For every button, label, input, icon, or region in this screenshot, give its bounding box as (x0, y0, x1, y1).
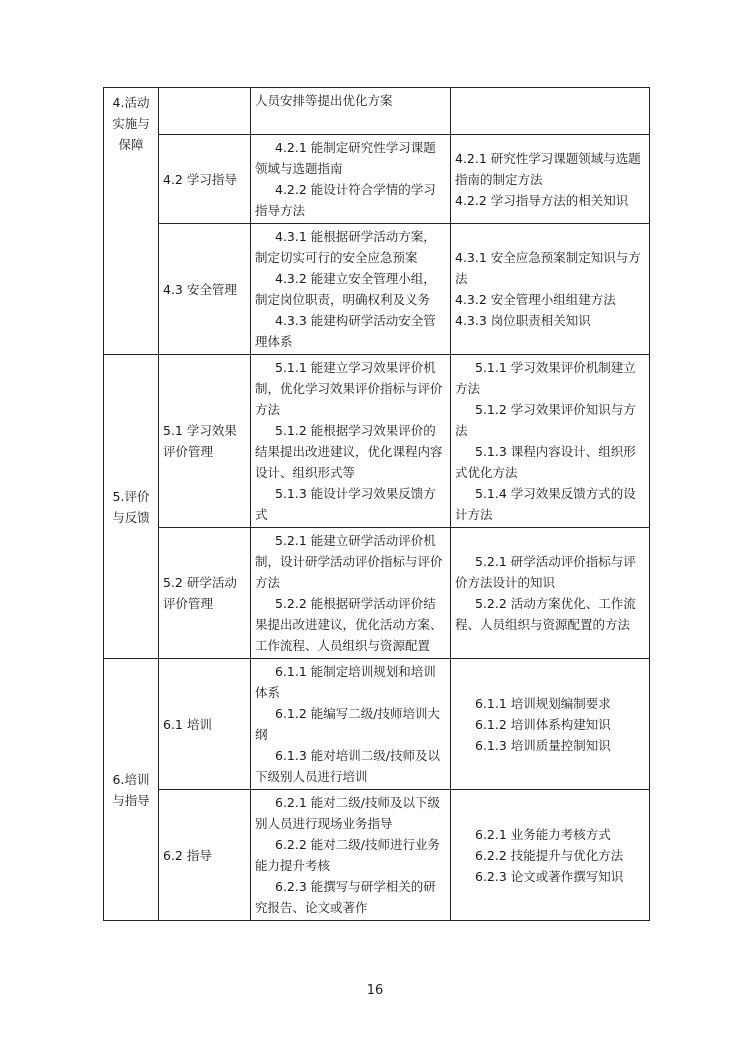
ability-item: 6.1.2 能编写二级/技师培训大纲 (255, 706, 440, 742)
knowledge-cell (451, 135, 650, 224)
ability-item: 5.1.3 能设计学习效果反馈方式 (255, 486, 436, 522)
knowledge-cell (451, 659, 650, 790)
standards-table (103, 87, 650, 921)
ability-item: 4.3.2 能建立安全管理小组，制定岗位职责，明确权利及义务 (255, 271, 436, 307)
knowledge-cell (451, 224, 650, 355)
ability-item: 4.3.3 能建构研学活动安全管理体系 (255, 313, 436, 349)
knowledge-item: 5.2.2 活动方案优化、工作流程、人员组织与资源配置的方法 (455, 596, 636, 632)
ability-cell (251, 224, 451, 355)
page-number: 16 (366, 983, 384, 998)
ability-item: 4.2.2 能设计符合学情的学习指导方法 (255, 182, 436, 218)
knowledge-item: 6.1.3 培训质量控制知识 (475, 737, 611, 753)
subcategory-cell: 5.2 研学活动评价管理 (159, 528, 251, 659)
ability-item: 人员安排等提出优化方案 (255, 93, 393, 108)
ability-item: 5.1.1 能建立学习效果评价机制，优化学习效果评价指标与评价方法 (255, 360, 443, 417)
ability-cell (251, 355, 451, 528)
knowledge-item: 4.2.1 研究性学习课题领域与选题指南的制定方法 (455, 150, 641, 187)
subcategory-cell: 5.1 学习效果评价管理 (159, 355, 251, 528)
ability-item: 6.2.1 能对二级/技师及以下级别人员进行现场业务指导 (255, 795, 440, 831)
ability-item: 4.2.1 能制定研究性学习课题领域与选题指南 (255, 140, 436, 176)
table-row (104, 659, 650, 790)
ability-item: 6.1.1 能制定培训规划和培训体系 (255, 664, 436, 700)
ability-item: 5.2.1 能建立研学活动评价机制，设计研学活动评价指标与评价方法 (255, 533, 443, 590)
subcategory-cell (159, 88, 251, 135)
category-cell: 6.培训与指导 (104, 659, 159, 921)
ability-item: 5.1.2 能根据学习效果评价的结果提出改进建议，优化课程内容设计、组织形式等 (255, 423, 443, 480)
ability-item: 5.2.2 能根据研学活动评价结果提出改进建议，优化活动方案、工作流程、人员组织与资源配置 (255, 596, 443, 653)
ability-item: 6.2.2 能对二级/技师进行业务能力提升考核 (255, 837, 440, 873)
table-row (104, 224, 650, 355)
ability-item: 6.2.3 能撰写与研学相关的研究报告、论文或著作 (255, 879, 436, 915)
knowledge-cell (451, 790, 650, 921)
subcategory-cell: 4.2 学习指导 (159, 135, 251, 224)
category-cell: 4.活动实施与保障 (104, 88, 159, 355)
table-row (104, 790, 650, 921)
knowledge-item: 4.3.2 安全管理小组组建方法 (455, 292, 616, 307)
ability-item: 4.3.1 能根据研学活动方案，制定切实可行的安全应急预案 (255, 229, 436, 265)
subcategory-cell: 4.3 安全管理 (159, 224, 251, 355)
knowledge-item: 4.2.2 学习指导方法的相关知识 (455, 192, 629, 208)
knowledge-item: 6.1.2 培训体系构建知识 (475, 716, 611, 732)
table-row (104, 528, 650, 659)
knowledge-item: 4.3.3 岗位职责相关知识 (455, 313, 591, 328)
ability-cell (251, 790, 451, 921)
knowledge-item: 6.2.2 技能提升与优化方法 (475, 847, 624, 863)
knowledge-item: 5.1.1 学习效果评价机制建立方法 (455, 360, 636, 396)
subcategory-cell: 6.2 指导 (159, 790, 251, 921)
knowledge-cell (451, 528, 650, 659)
knowledge-item: 5.1.4 学习效果反馈方式的设计方法 (455, 486, 636, 522)
knowledge-item: 5.2.1 研学活动评价指标与评价方法设计的知识 (455, 554, 636, 590)
ability-cell (251, 528, 451, 659)
knowledge-cell (451, 88, 650, 135)
knowledge-item: 5.1.2 学习效果评价知识与方法 (455, 402, 636, 438)
knowledge-item: 6.1.1 培训规划编制要求 (475, 695, 611, 711)
knowledge-item: 6.2.1 业务能力考核方式 (475, 826, 611, 842)
ability-cell (251, 135, 451, 224)
knowledge-item: 4.3.1 安全应急预案制定知识与方法 (455, 250, 641, 286)
ability-cell (251, 88, 451, 135)
knowledge-item: 5.1.3 课程内容设计、组织形式优化方法 (455, 444, 636, 480)
subcategory-cell: 6.1 培训 (159, 659, 251, 790)
ability-cell (251, 659, 451, 790)
category-cell: 5.评价与反馈 (104, 355, 159, 659)
knowledge-item: 6.2.3 论文或著作撰写知识 (475, 868, 624, 884)
table-row (104, 355, 650, 528)
knowledge-cell (451, 355, 650, 528)
table-row (104, 135, 650, 224)
table-row (104, 88, 650, 135)
ability-item: 6.1.3 能对培训二级/技师及以下级别人员进行培训 (255, 748, 440, 784)
